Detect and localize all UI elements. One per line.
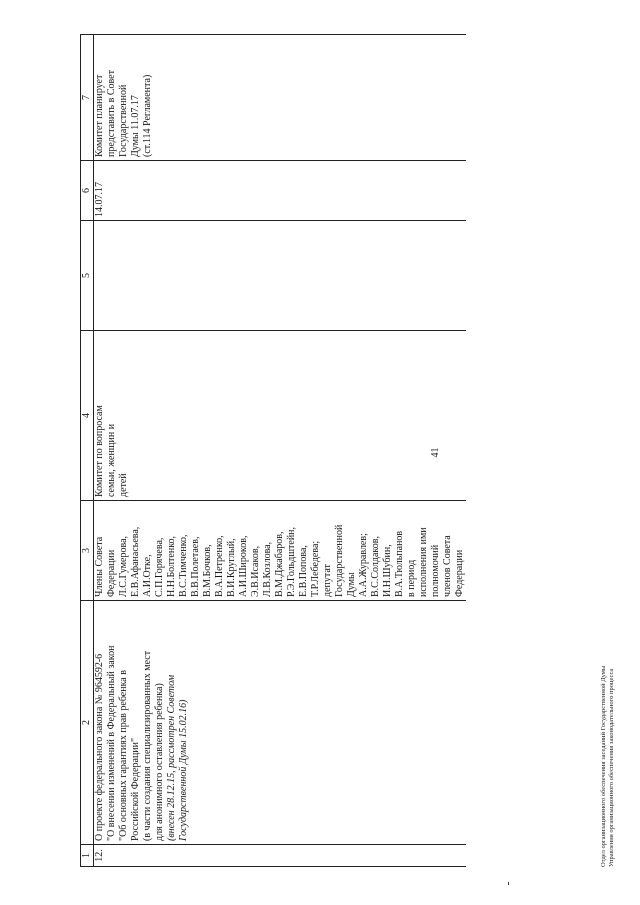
initiator-line: В.М.Бочков, (202, 544, 213, 597)
initiator-line: Думы (346, 572, 357, 597)
table-header-row (81, 35, 94, 867)
initiator-line: А.И.Отке, (142, 554, 153, 597)
initiator-line: исполнения ими (418, 527, 429, 597)
page-number: 41 (430, 447, 441, 458)
footer-line-1: Отдел организационного обеспечения заседаний Государственной Думы (600, 665, 607, 867)
footer-line-2: Управления организационного обеспечения законодательного процесса (608, 668, 615, 867)
row-number: 12. (94, 845, 467, 867)
initiator-line: Государственной (334, 524, 345, 597)
committee-line: семьи, женщин и (106, 423, 117, 497)
bill-line: "Об основных гарантиях прав ребенка в (118, 670, 129, 841)
initiator-line: Федерации (106, 549, 117, 597)
table-row (94, 35, 467, 867)
initiator-line: И.Н.Шубин, (382, 544, 393, 597)
column-header-1: 1 (81, 845, 94, 867)
bill-line: (в части создания специализированных мест (142, 650, 153, 841)
initiator-line: В.С.Тимченко, (178, 534, 189, 597)
initiator-line: Э.В.Исаков, (250, 545, 261, 597)
initiator-line: Н.Н.Болтенко, (166, 535, 177, 597)
plan-line: представить в Совет (106, 70, 117, 157)
bill-line: "О внесении изменений в Федеральный закон (106, 645, 117, 841)
column-header-6: 6 (81, 161, 94, 221)
plan-line: Комитет планирует (94, 74, 105, 157)
plan-cell (94, 35, 467, 161)
plan-line: Государственной (118, 84, 129, 157)
committee-cell (94, 331, 467, 501)
bill-line: для анонимного оставления ребенка) (154, 683, 165, 841)
initiator-line: В.И.Круглый, (226, 538, 237, 597)
committee-line: Комитет по вопросам (94, 405, 105, 497)
initiator-line: В.М.Джабаров, (274, 531, 285, 597)
bill-description-cell (94, 601, 467, 845)
initiator-line: Е.В.Афанасьева, (130, 526, 141, 597)
initiator-line: депутат (322, 564, 333, 597)
column-header-2: 2 (81, 601, 94, 845)
initiator-line: А.А.Журавлев; (358, 533, 369, 597)
initiator-line: Р.Э.Гольдштейн, (286, 526, 297, 597)
initiator-line: Федерации (454, 549, 465, 597)
date-cell: 14.07.17 (94, 161, 467, 221)
plan-line: (ст.114 Регламента) (142, 74, 153, 157)
initiator-line: В.В.Полетаев, (190, 536, 201, 597)
initiator-line: членов Совета (442, 535, 453, 597)
document-footer (600, 666, 616, 867)
initiator-line: Члены Совета (94, 536, 105, 597)
initiator-line: А.И.Широков, (238, 535, 249, 597)
column-header-3: 3 (81, 501, 94, 601)
initiator-line: В.А.Тюльпанов (394, 530, 405, 597)
initiator-line: В.С.Солдаков, (370, 536, 381, 597)
initiator-line: Е.В.Попова, (298, 545, 309, 597)
scan-mark (508, 882, 509, 885)
bill-note-line: (внесен 28.12.15, рассмотрен Советом (166, 674, 177, 841)
bill-line: Российской Федерации" (130, 737, 141, 841)
bills-table (80, 34, 466, 867)
initiator-line: Т.Р.Лебедева; (310, 540, 321, 597)
initiators-cell (94, 501, 467, 601)
committee-line: детей (118, 473, 129, 497)
initiator-line: полномочий (430, 544, 441, 597)
initiator-line: В.А.Петренко, (214, 535, 225, 597)
initiator-line: С.П.Горячева, (154, 537, 165, 597)
column-header-4: 4 (81, 331, 94, 501)
initiator-line: Л.В.Козлова, (262, 541, 273, 597)
initiator-line: Л.С.Гумерова, (118, 535, 129, 597)
bill-line: О проекте федерального закона № 964592-6 (94, 653, 105, 841)
bill-note-line: Государственной Думы 15.02.16) (178, 699, 189, 841)
column-header-5: 5 (81, 221, 94, 331)
plan-line: Думы 11.07.17 (130, 95, 141, 157)
column-5-cell (94, 221, 467, 331)
column-header-7: 7 (81, 35, 94, 161)
initiator-line: в период (406, 559, 417, 597)
